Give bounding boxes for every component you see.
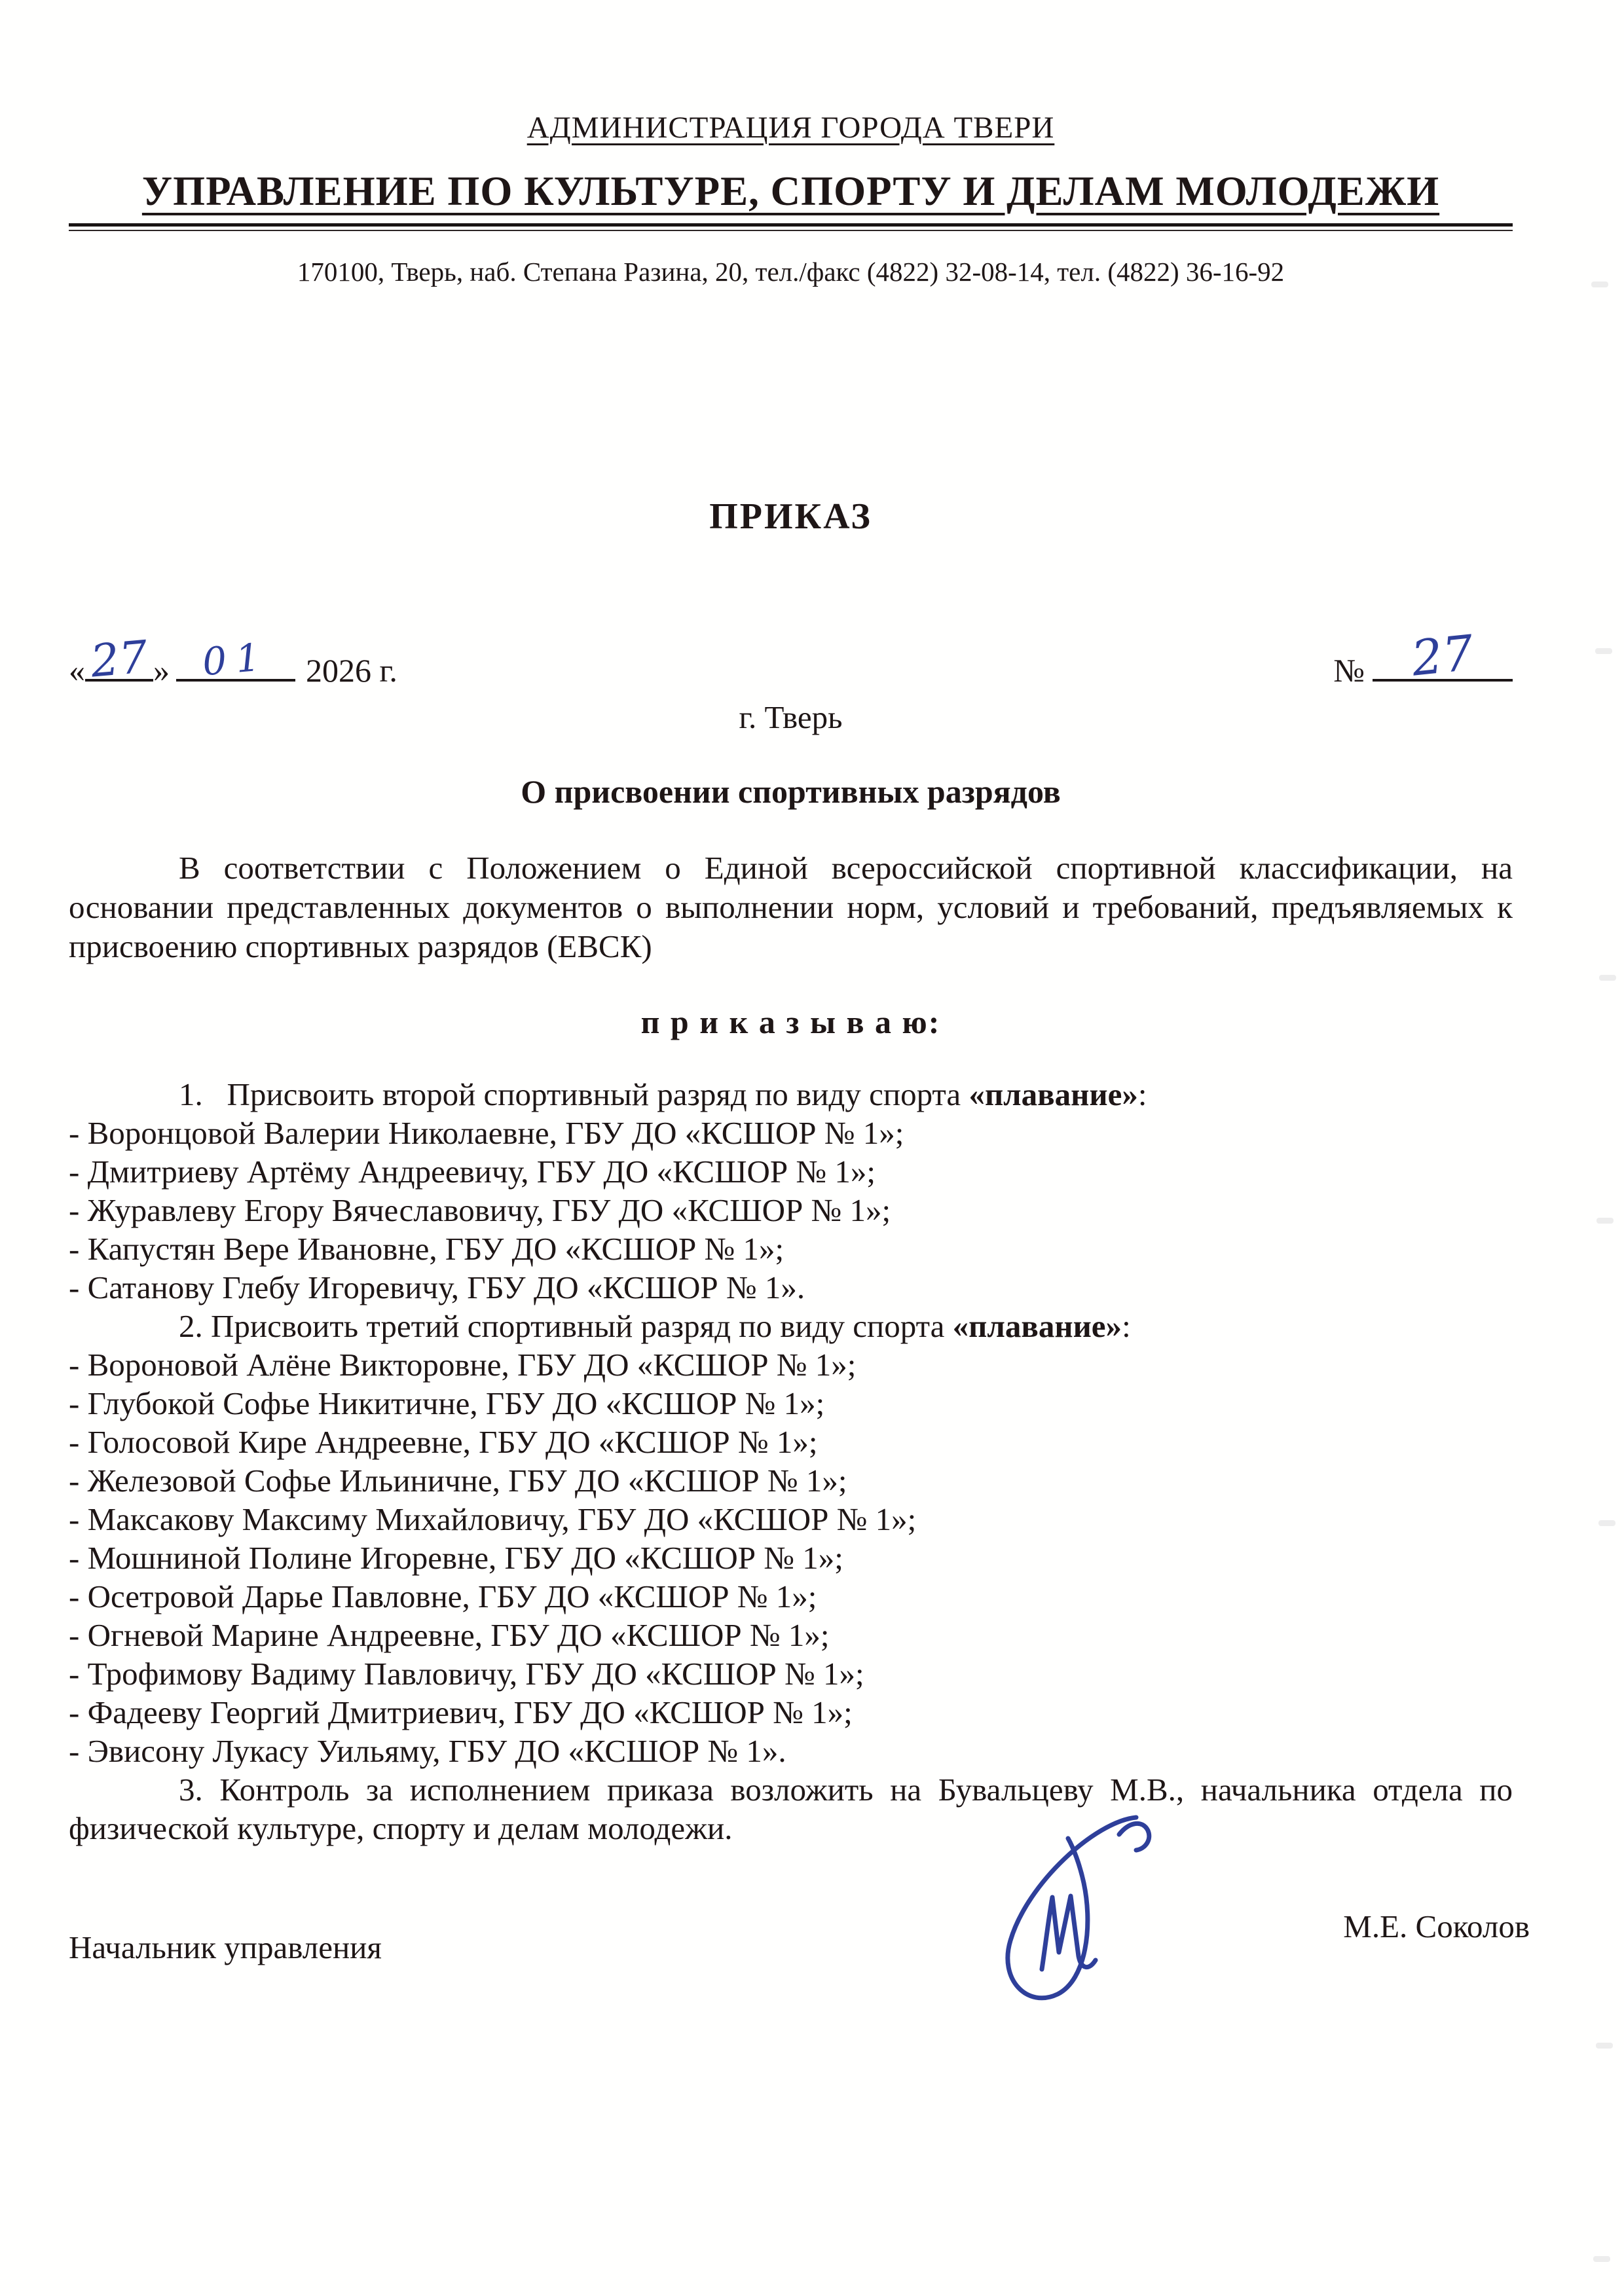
rank-entry: - Мошниной Полине Игоревне, ГБУ ДО «КСШОР № 1»; [69, 1540, 843, 1576]
org-parent-title [69, 110, 1513, 145]
order-number-blank [1373, 625, 1513, 687]
date-month-handwritten: 01 [200, 634, 271, 685]
rank-entry: - Вороновой Алёне Викторовне, ГБУ ДО «КСШОР № 1»; [69, 1347, 857, 1383]
item-1-suffix: : [1137, 1076, 1147, 1112]
date-number-row [69, 625, 1513, 689]
header-rule [69, 223, 1513, 231]
rank-entry: - Максакову Максиму Михайловичу, ГБУ ДО «КСШОР № 1»; [69, 1501, 917, 1537]
number-line [1333, 625, 1513, 689]
quote-close: » [153, 652, 170, 689]
rank-entry: - Железовой Софье Ильиничне, ГБУ ДО «КСШОР № 1»; [69, 1463, 847, 1499]
signatory-position: Начальник управления [69, 1929, 382, 1965]
rank-entry: - Фадееву Георгий Дмитриевич, ГБУ ДО «КСШОР № 1»; [69, 1694, 853, 1730]
rank-entry: - Трофимову Вадиму Павловичу, ГБУ ДО «КСШОР № 1»; [69, 1656, 864, 1692]
rank-entry: - Сатанову Глебу Игоревичу, ГБУ ДО «КСШОР № 1». [69, 1269, 805, 1305]
scan-edge-mark [1591, 282, 1608, 287]
item-1-prefix: 1. Присвоить второй спортивный разряд по виду спорта [179, 1076, 969, 1112]
signature-autograph-icon [965, 1804, 1161, 2014]
scan-edge-mark [1599, 975, 1616, 981]
rank-entry: - Журавлеву Егору Вячеславовичу, ГБУ ДО «КСШОР № 1»; [69, 1192, 891, 1228]
subject-line: О присвоении спортивных разрядов [521, 773, 1061, 810]
org-address: 170100, Тверь, наб. Степана Разина, 20, тел./факс (4822) 32-08-14, тел. (4822) 36-16-92 [297, 257, 1285, 287]
order-number-handwritten: 27 [1409, 625, 1477, 687]
rank-entry: - Голосовой Кире Андреевне, ГБУ ДО «КСШОР № 1»; [69, 1424, 818, 1460]
quote-open: « [69, 652, 85, 689]
date-day-blank [85, 631, 153, 688]
item-2-sport: «плавание» [952, 1308, 1122, 1344]
scan-edge-mark [1596, 1218, 1614, 1224]
order-item-3: 3. Контроль за исполнением приказа возложить на Бувальцеву М.В., начальника отдела по физической культуре, спорту и делам молодежи. [69, 1772, 1513, 1846]
rank-entry: - Капустян Вере Ивановне, ГБУ ДО «КСШОР № 1»; [69, 1231, 784, 1267]
org-parent-text: АДМИНИСТРАЦИЯ ГОРОДА ТВЕРИ [526, 111, 1055, 145]
item-2-prefix: 2. Присвоить третий спортивный разряд по виду спорта [179, 1308, 953, 1344]
item-2-suffix: : [1122, 1308, 1131, 1344]
scan-edge-mark [1595, 648, 1612, 654]
rank-entry: - Осетровой Дарье Павловне, ГБУ ДО «КСШОР № 1»; [69, 1578, 817, 1614]
order-item-1-heading [69, 1075, 1513, 1114]
doc-type-title: ПРИКАЗ [709, 496, 872, 537]
rank-entry: - Дмитриеву Артёму Андреевичу, ГБУ ДО «КСШОР № 1»; [69, 1154, 876, 1190]
date-line [69, 631, 397, 689]
signatory-name: М.Е. Соколов [1343, 1908, 1530, 1944]
scan-edge-mark [1593, 2256, 1610, 2262]
scan-edge-mark [1596, 2043, 1613, 2049]
date-day-handwritten: 27 [88, 631, 150, 688]
org-name-title: УПРАВЛЕНИЕ ПО КУЛЬТУРЕ, СПОРТУ И ДЕЛАМ МОЛОДЕЖИ [141, 168, 1440, 214]
item-1-sport: «плавание» [969, 1076, 1138, 1112]
order-body [69, 1075, 1513, 1848]
preamble-paragraph: В соответствии с Положением о Единой всероссийской спортивной классификации, на основании представленных документов о выполнении норм, условий и требований, предъявляемых к присвоению спортивных разрядов (ЕВСК) [69, 850, 1513, 964]
decree-word: п р и к а з ы в а ю: [640, 1004, 941, 1040]
signature-row [69, 1908, 1530, 2026]
rank-entry: - Воронцовой Валерии Николаевне, ГБУ ДО «КСШОР № 1»; [69, 1115, 904, 1151]
rank-entry: - Эвисону Лукасу Уильяму, ГБУ ДО «КСШОР № 1». [69, 1733, 786, 1769]
date-month-blank [176, 634, 295, 685]
order-item-2-heading [69, 1307, 1513, 1345]
order-number-label: № [1333, 652, 1365, 689]
date-year: 2026 г. [306, 652, 397, 689]
rank-entry: - Глубокой Софье Никитичне, ГБУ ДО «КСШОР № 1»; [69, 1385, 825, 1421]
place-line: г. Тверь [739, 699, 843, 735]
rank-entry: - Огневой Марине Андреевне, ГБУ ДО «КСШОР № 1»; [69, 1617, 830, 1653]
scan-edge-mark [1598, 1520, 1615, 1526]
